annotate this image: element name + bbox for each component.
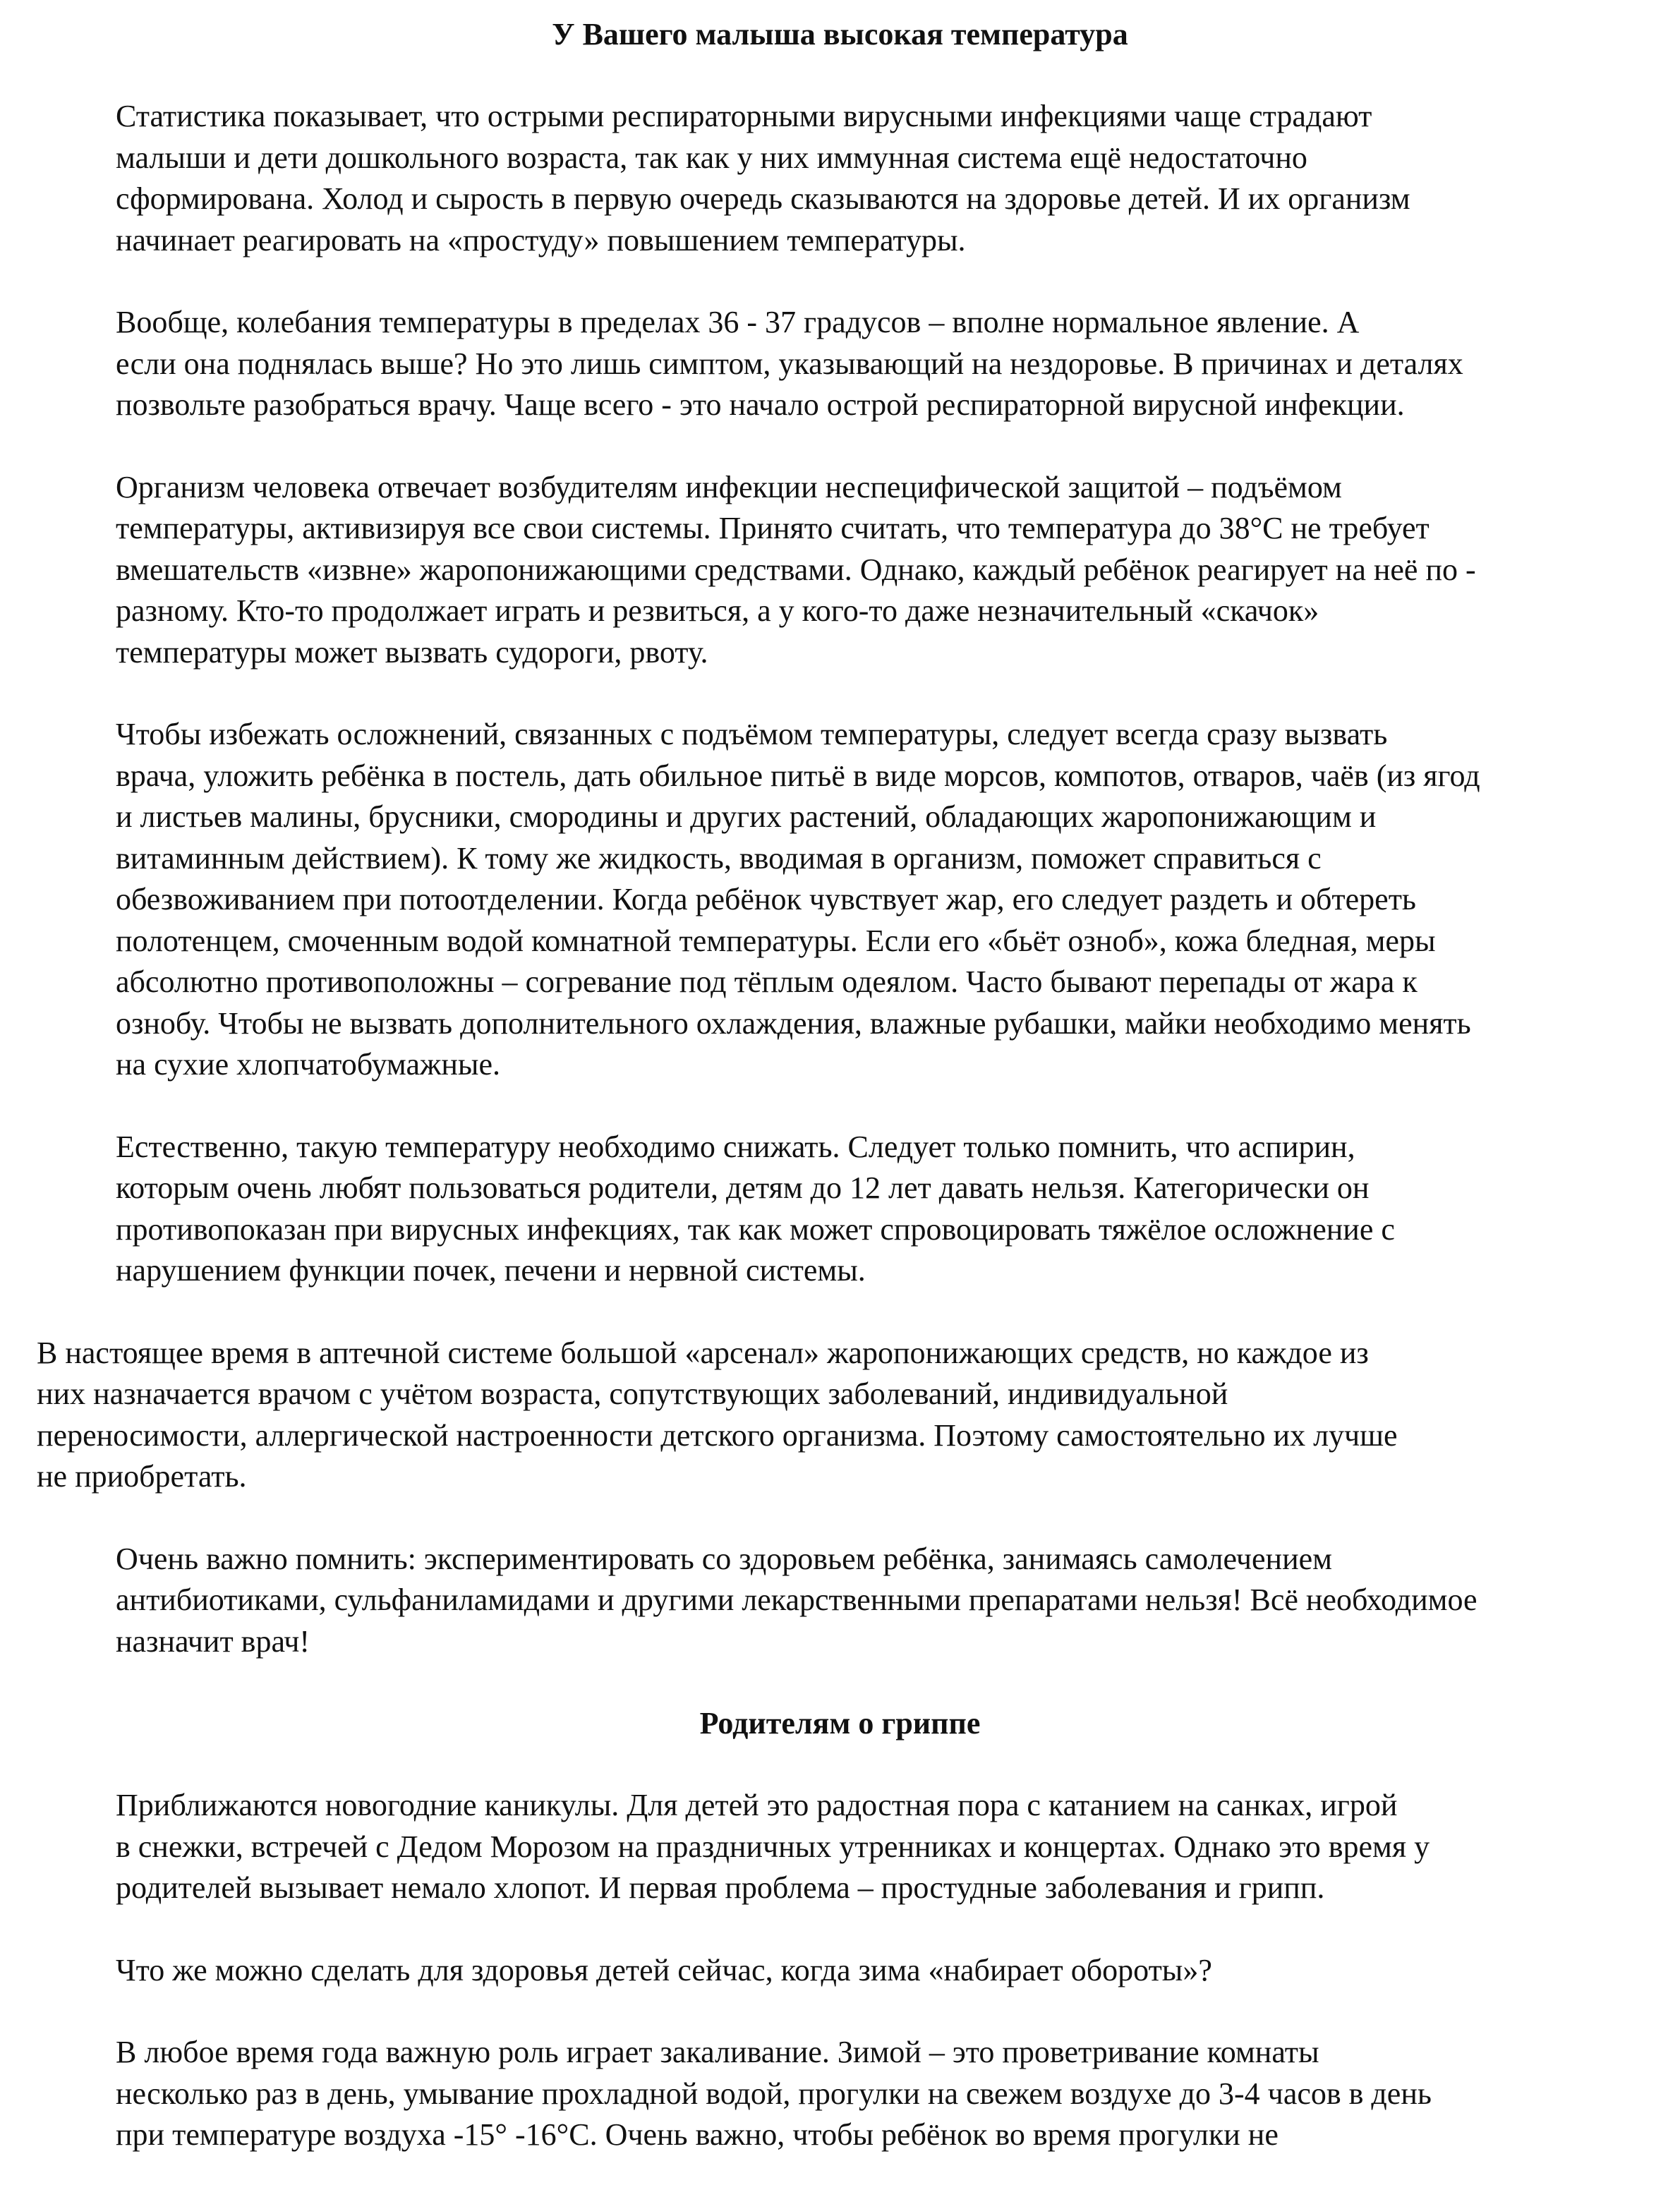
text-line: В любое время года важную роль играет закаливание. Зимой – это проветривание комнаты (116, 2035, 1319, 2069)
paragraph (37, 1950, 1643, 1992)
text-line: не приобретать. (37, 1459, 247, 1494)
text-line: которым очень любят пользоваться родители, детям до 12 лет давать нельзя. Категорически он (116, 1170, 1370, 1205)
text-line: полотенцем, смоченным водой комнатной температуры. Если его «бьёт озноб», кожа бледная, меры (116, 923, 1436, 958)
text-line: Естественно, такую температуру необходимо снижать. Следует только помнить, что аспирин, (116, 1129, 1355, 1164)
spacer (37, 55, 1643, 96)
spacer (37, 426, 1643, 467)
text-line: родителей вызывает немало хлопот. И первая проблема – простудные заболевания и грипп. (116, 1870, 1325, 1905)
paragraph (37, 1539, 1643, 1663)
text-line: вмешательств «извне» жаропонижающими средствами. Однако, каждый ребёнок реагирует на неё по - (116, 552, 1476, 587)
text-line: Приближаются новогодние каникулы. Для детей это радостная пора с катанием на санках, игрой (116, 1788, 1398, 1822)
text-line: противопоказан при вирусных инфекциях, так как может спровоцировать тяжёлое осложнение с (116, 1211, 1395, 1247)
text-line: на сухие хлопчатобумажные. (116, 1047, 501, 1082)
paragraph (37, 2032, 1643, 2156)
text-line: Чтобы избежать осложнений, связанных с подъёмом температуры, следует всегда сразу вызвать (116, 717, 1388, 751)
text-line: врача, уложить ребёнка в постель, дать обильное питьё в виде морсов, компотов, отваров, чаёв (из ягод (116, 758, 1480, 793)
text-line: Вообще, колебания температуры в пределах 36 - 37 градусов – вполне нормальное явление. А (116, 305, 1360, 339)
text-line: Очень важно помнить: экспериментировать со здоровьем ребёнка, занимаясь самолечением (116, 1541, 1333, 1576)
text-line: при температуре воздуха -15° -16°С. Очень важно, чтобы ребёнок во время прогулки не (116, 2117, 1279, 2152)
spacer (37, 261, 1643, 302)
paragraph (37, 1127, 1643, 1292)
text-line: в снежки, встречей с Дедом Морозом на праздничных утренниках и концертах. Однако это время у (116, 1829, 1430, 1864)
text-line: температуры может вызвать судороги, рвоту. (116, 634, 708, 670)
text-line: несколько раз в день, умывание прохладной водой, прогулки на свежем воздухе до 3-4 часов в день (116, 2076, 1432, 2111)
text-line: температуры, активизируя все свои системы. Принято считать, что температура до 38°С не требует (116, 511, 1430, 545)
text-line: абсолютно противоположны – согревание под тёплым одеялом. Часто бывают перепады от жара к (116, 964, 1418, 999)
spacer (37, 673, 1643, 714)
spacer (37, 1744, 1643, 1785)
section2-title: Родителям о гриппе (699, 1706, 981, 1741)
spacer (37, 1662, 1643, 1703)
paragraph (37, 467, 1643, 674)
text-line: них назначается врачом с учётом возраста, сопутствующих заболеваний, индивидуальной (37, 1376, 1228, 1411)
paragraph (37, 96, 1643, 261)
paragraph (37, 1785, 1643, 1909)
spacer (37, 1086, 1643, 1127)
section1-body (37, 96, 1643, 1703)
text-line: малыши и дети дошкольного возраста, так как у них иммунная система ещё недостаточно (116, 140, 1307, 175)
text-line: переносимости, аллергической настроенности детского организма. Поэтому самостоятельно их лучше (37, 1417, 1398, 1453)
text-line: сформирована. Холод и сырость в первую очередь сказываются на здоровье детей. И их организм (116, 181, 1410, 216)
paragraph (37, 1333, 1643, 1498)
paragraph (37, 714, 1643, 1086)
text-line: В настоящее время в аптечной системе большой «арсенал» жаропонижающих средств, но каждое из (37, 1335, 1369, 1370)
spacer (37, 1498, 1643, 1539)
text-line: если она поднялась выше? Но это лишь симптом, указывающий на нездоровье. В причинах и деталях (116, 346, 1463, 381)
text-line: разному. Кто-то продолжает играть и резвиться, а у кого-то даже незначительный «скачок» (116, 593, 1319, 628)
spacer (37, 1909, 1643, 1950)
text-line: нарушением функции почек, печени и нервной системы. (116, 1253, 866, 1288)
text-line: антибиотиками, сульфаниламидами и другими лекарственными препаратами нельзя! Всё необходимое (116, 1582, 1477, 1617)
paragraph (37, 302, 1643, 426)
spacer (37, 2156, 1643, 2197)
text-line: Что же можно сделать для здоровья детей сейчас, когда зима «набирает обороты»? (116, 1952, 1212, 1987)
spacer (37, 1991, 1643, 2032)
section1-title: У Вашего малыша высокая температура (552, 17, 1128, 52)
text-line: обезвоживанием при потоотделении. Когда ребёнок чувствует жар, его следует раздеть и обтереть (116, 882, 1416, 916)
text-line: назначит врач! (116, 1623, 310, 1659)
text-line: Организм человека отвечает возбудителям инфекции неспецифической защитой – подъёмом (116, 469, 1342, 504)
section2-body (37, 1785, 1643, 2197)
text-line: начинает реагировать на «простуду» повышением температуры. (116, 222, 966, 258)
text-line: Статистика показывает, что острыми респираторными вирусными инфекциями чаще страдают (116, 99, 1372, 133)
text-line: витаминным действием). К тому же жидкость, вводимая в организм, поможет справиться с (116, 840, 1322, 876)
spacer (37, 1292, 1643, 1333)
text-line: и листьев малины, брусники, смородины и других растений, обладающих жаропонижающим и (116, 799, 1377, 834)
text-line: ознобу. Чтобы не вызвать дополнительного охлаждения, влажные рубашки, майки необходимо менять (116, 1005, 1471, 1041)
text-line: позвольте разобраться врачу. Чаще всего - это начало острой респираторной вирусной инфекции. (116, 387, 1405, 422)
